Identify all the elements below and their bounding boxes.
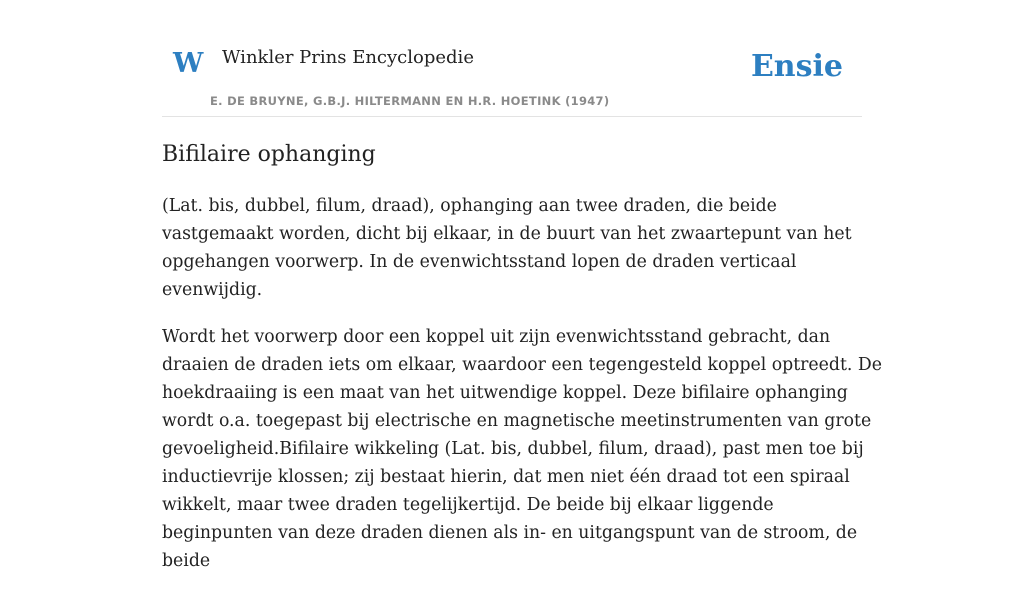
article-paragraph: (Lat. bis, dubbel, filum, draad), ophanging aan twee draden, die beide vastgemaakt worden, dicht bij elkaar, in de buurt van het zwaartepunt van het opgehangen voorwerp. In de evenwichtsstand lopen de draden verticaal evenwijdig. — [162, 196, 852, 300]
article-body — [162, 192, 882, 594]
winkler-prins-logo[interactable]: W — [173, 48, 204, 79]
article-title: Bifilaire ophanging — [162, 142, 376, 167]
article-paragraph: Wordt het voorwerp door een koppel uit zijn evenwichtsstand gebracht, dan draaien de draden iets om elkaar, waardoor een tegengesteld koppel optreedt. De hoekdraaiing is een maat van het uitwendige koppel. Deze bifilaire ophanging wordt o.a. toegepast bij electrische en magnetische meetinstrumenten van grote gevoeligheid.Bifilaire wikkeling (Lat. bis, dubbel, filum, draad), past men toe bij inductievrije klossen; zij bestaat hierin, dat men niet één draad tot een spiraal wikkelt, maar twee draden tegelijkertijd. De beide bij elkaar liggende beginpunten van deze draden dienen als in- en uitgangspunt van de stroom, de beide — [162, 327, 882, 571]
book-title[interactable]: Winkler Prins Encyclopedie — [222, 47, 474, 68]
ensie-logo-link[interactable]: Ensie — [750, 49, 843, 84]
book-authors: E. DE BRUYNE, G.B.J. HILTERMANN EN H.R. HOETINK (1947) — [210, 94, 610, 108]
page — [162, 0, 882, 571]
header — [162, 0, 862, 117]
